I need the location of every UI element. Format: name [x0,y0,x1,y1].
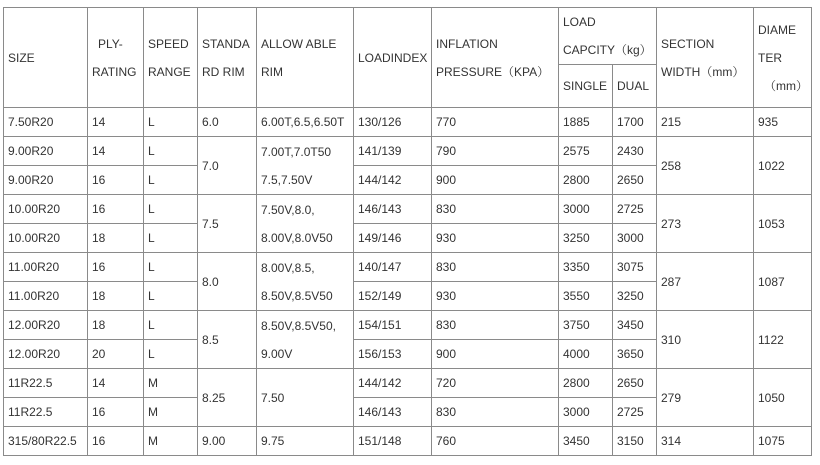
cell-ply: 20 [88,340,144,369]
cell-speed: L [144,137,198,166]
cell-section-width: 310 [657,311,754,369]
cell-size: 12.00R20 [4,340,88,369]
cell-speed: L [144,195,198,224]
cell-single: 2800 [559,166,613,195]
cell-rim: 6.0 [198,108,257,137]
cell-allowable-rim: 9.75 [257,427,354,456]
cell-single: 4000 [559,340,613,369]
cell-single: 3350 [559,253,613,282]
cell-pressure: 830 [432,253,559,282]
cell-single: 1885 [559,108,613,137]
header-allowable-rim: ALLOW ABLE RIM [257,8,354,108]
cell-dual: 2650 [613,369,657,398]
cell-ply: 14 [88,137,144,166]
cell-loadindex: 144/142 [354,166,432,195]
cell-allowable-rim: 8.50V,8.5V50, 9.00V [257,311,354,369]
cell-ply: 18 [88,282,144,311]
cell-loadindex: 154/151 [354,311,432,340]
cell-dual: 3450 [613,311,657,340]
cell-ply: 18 [88,224,144,253]
cell-speed: M [144,427,198,456]
cell-single: 2800 [559,369,613,398]
cell-section-width: 314 [657,427,754,456]
cell-loadindex: 140/147 [354,253,432,282]
cell-speed: L [144,224,198,253]
cell-rim: 7.0 [198,137,257,195]
cell-speed: L [144,340,198,369]
cell-rim: 8.25 [198,369,257,427]
cell-loadindex: 130/126 [354,108,432,137]
cell-single: 3450 [559,427,613,456]
cell-size: 10.00R20 [4,195,88,224]
cell-loadindex: 156/153 [354,340,432,369]
cell-ply: 16 [88,427,144,456]
cell-size: 9.00R20 [4,137,88,166]
header-size: SIZE [4,8,88,108]
cell-single: 3750 [559,311,613,340]
cell-dual: 2430 [613,137,657,166]
cell-diameter: 1122 [754,311,812,369]
cell-dual: 3075 [613,253,657,282]
cell-dual: 3650 [613,340,657,369]
cell-ply: 14 [88,108,144,137]
cell-diameter: 1053 [754,195,812,253]
cell-loadindex: 151/148 [354,427,432,456]
cell-size: 11R22.5 [4,398,88,427]
cell-rim: 8.5 [198,311,257,369]
cell-size: 10.00R20 [4,224,88,253]
cell-single: 3250 [559,224,613,253]
header-section-width: SECTION WIDTH（mm） [657,8,754,108]
cell-dual: 3150 [613,427,657,456]
cell-ply: 16 [88,253,144,282]
cell-dual: 2725 [613,398,657,427]
table-row [4,427,812,456]
header-inflation-pressure: INFLATION PRESSURE（KPA） [432,8,559,108]
cell-speed: L [144,108,198,137]
table-row [4,195,812,224]
cell-diameter: 1075 [754,427,812,456]
header-standard-rim: STANDA RD RIM [198,8,257,108]
cell-dual: 3000 [613,224,657,253]
table-row [4,369,812,398]
cell-dual: 1700 [613,108,657,137]
cell-pressure: 830 [432,311,559,340]
header-diameter: DIAME TER （mm） [754,8,812,108]
cell-ply: 16 [88,166,144,195]
cell-loadindex: 144/142 [354,369,432,398]
cell-pressure: 830 [432,398,559,427]
cell-dual: 3250 [613,282,657,311]
cell-allowable-rim: 8.00V,8.5, 8.50V,8.5V50 [257,253,354,311]
cell-single: 3000 [559,195,613,224]
header-ply-rating: PLY- RATING [88,8,144,108]
cell-section-width: 279 [657,369,754,427]
cell-single: 2575 [559,137,613,166]
cell-pressure: 900 [432,340,559,369]
cell-loadindex: 149/146 [354,224,432,253]
cell-pressure: 760 [432,427,559,456]
cell-rim: 7.5 [198,195,257,253]
cell-section-width: 287 [657,253,754,311]
cell-speed: L [144,282,198,311]
cell-pressure: 790 [432,137,559,166]
cell-pressure: 900 [432,166,559,195]
cell-speed: L [144,253,198,282]
table-row [4,253,812,282]
header-speed-range: SPEED RANGE [144,8,198,108]
tire-spec-table [3,7,812,456]
header-single: SINGLE [559,65,613,108]
cell-single: 3000 [559,398,613,427]
cell-size: 11.00R20 [4,282,88,311]
table-row [4,137,812,166]
cell-loadindex: 141/139 [354,137,432,166]
cell-speed: L [144,311,198,340]
cell-size: 11R22.5 [4,369,88,398]
header-load-capacity: LOAD CAPCITY（kg） [559,8,657,65]
cell-size: 315/80R22.5 [4,427,88,456]
cell-diameter: 935 [754,108,812,137]
cell-allowable-rim: 7.50 [257,369,354,427]
cell-rim: 9.00 [198,427,257,456]
cell-diameter: 1087 [754,253,812,311]
table-row [4,311,812,340]
cell-ply: 16 [88,398,144,427]
cell-size: 9.00R20 [4,166,88,195]
cell-pressure: 720 [432,369,559,398]
cell-speed: M [144,369,198,398]
cell-pressure: 770 [432,108,559,137]
table-row [4,108,812,137]
cell-allowable-rim: 7.00T,7.0T50 7.5,7.50V [257,137,354,195]
cell-ply: 14 [88,369,144,398]
cell-speed: M [144,398,198,427]
header-row-1 [4,8,812,65]
header-dual: DUAL [613,65,657,108]
cell-section-width: 273 [657,195,754,253]
cell-dual: 2650 [613,166,657,195]
cell-pressure: 930 [432,224,559,253]
cell-ply: 18 [88,311,144,340]
cell-section-width: 258 [657,137,754,195]
cell-loadindex: 146/143 [354,195,432,224]
cell-loadindex: 146/143 [354,398,432,427]
header-loadindex: LOADINDEX [354,8,432,108]
cell-size: 7.50R20 [4,108,88,137]
cell-pressure: 830 [432,195,559,224]
cell-size: 12.00R20 [4,311,88,340]
cell-dual: 2725 [613,195,657,224]
cell-pressure: 930 [432,282,559,311]
cell-allowable-rim: 6.00T,6.5,6.50T [257,108,354,137]
cell-loadindex: 152/149 [354,282,432,311]
cell-diameter: 1050 [754,369,812,427]
cell-speed: L [144,166,198,195]
cell-allowable-rim: 7.50V,8.0, 8.00V,8.0V50 [257,195,354,253]
cell-single: 3550 [559,282,613,311]
cell-diameter: 1022 [754,137,812,195]
cell-size: 11.00R20 [4,253,88,282]
cell-section-width: 215 [657,108,754,137]
cell-ply: 16 [88,195,144,224]
cell-rim: 8.0 [198,253,257,311]
